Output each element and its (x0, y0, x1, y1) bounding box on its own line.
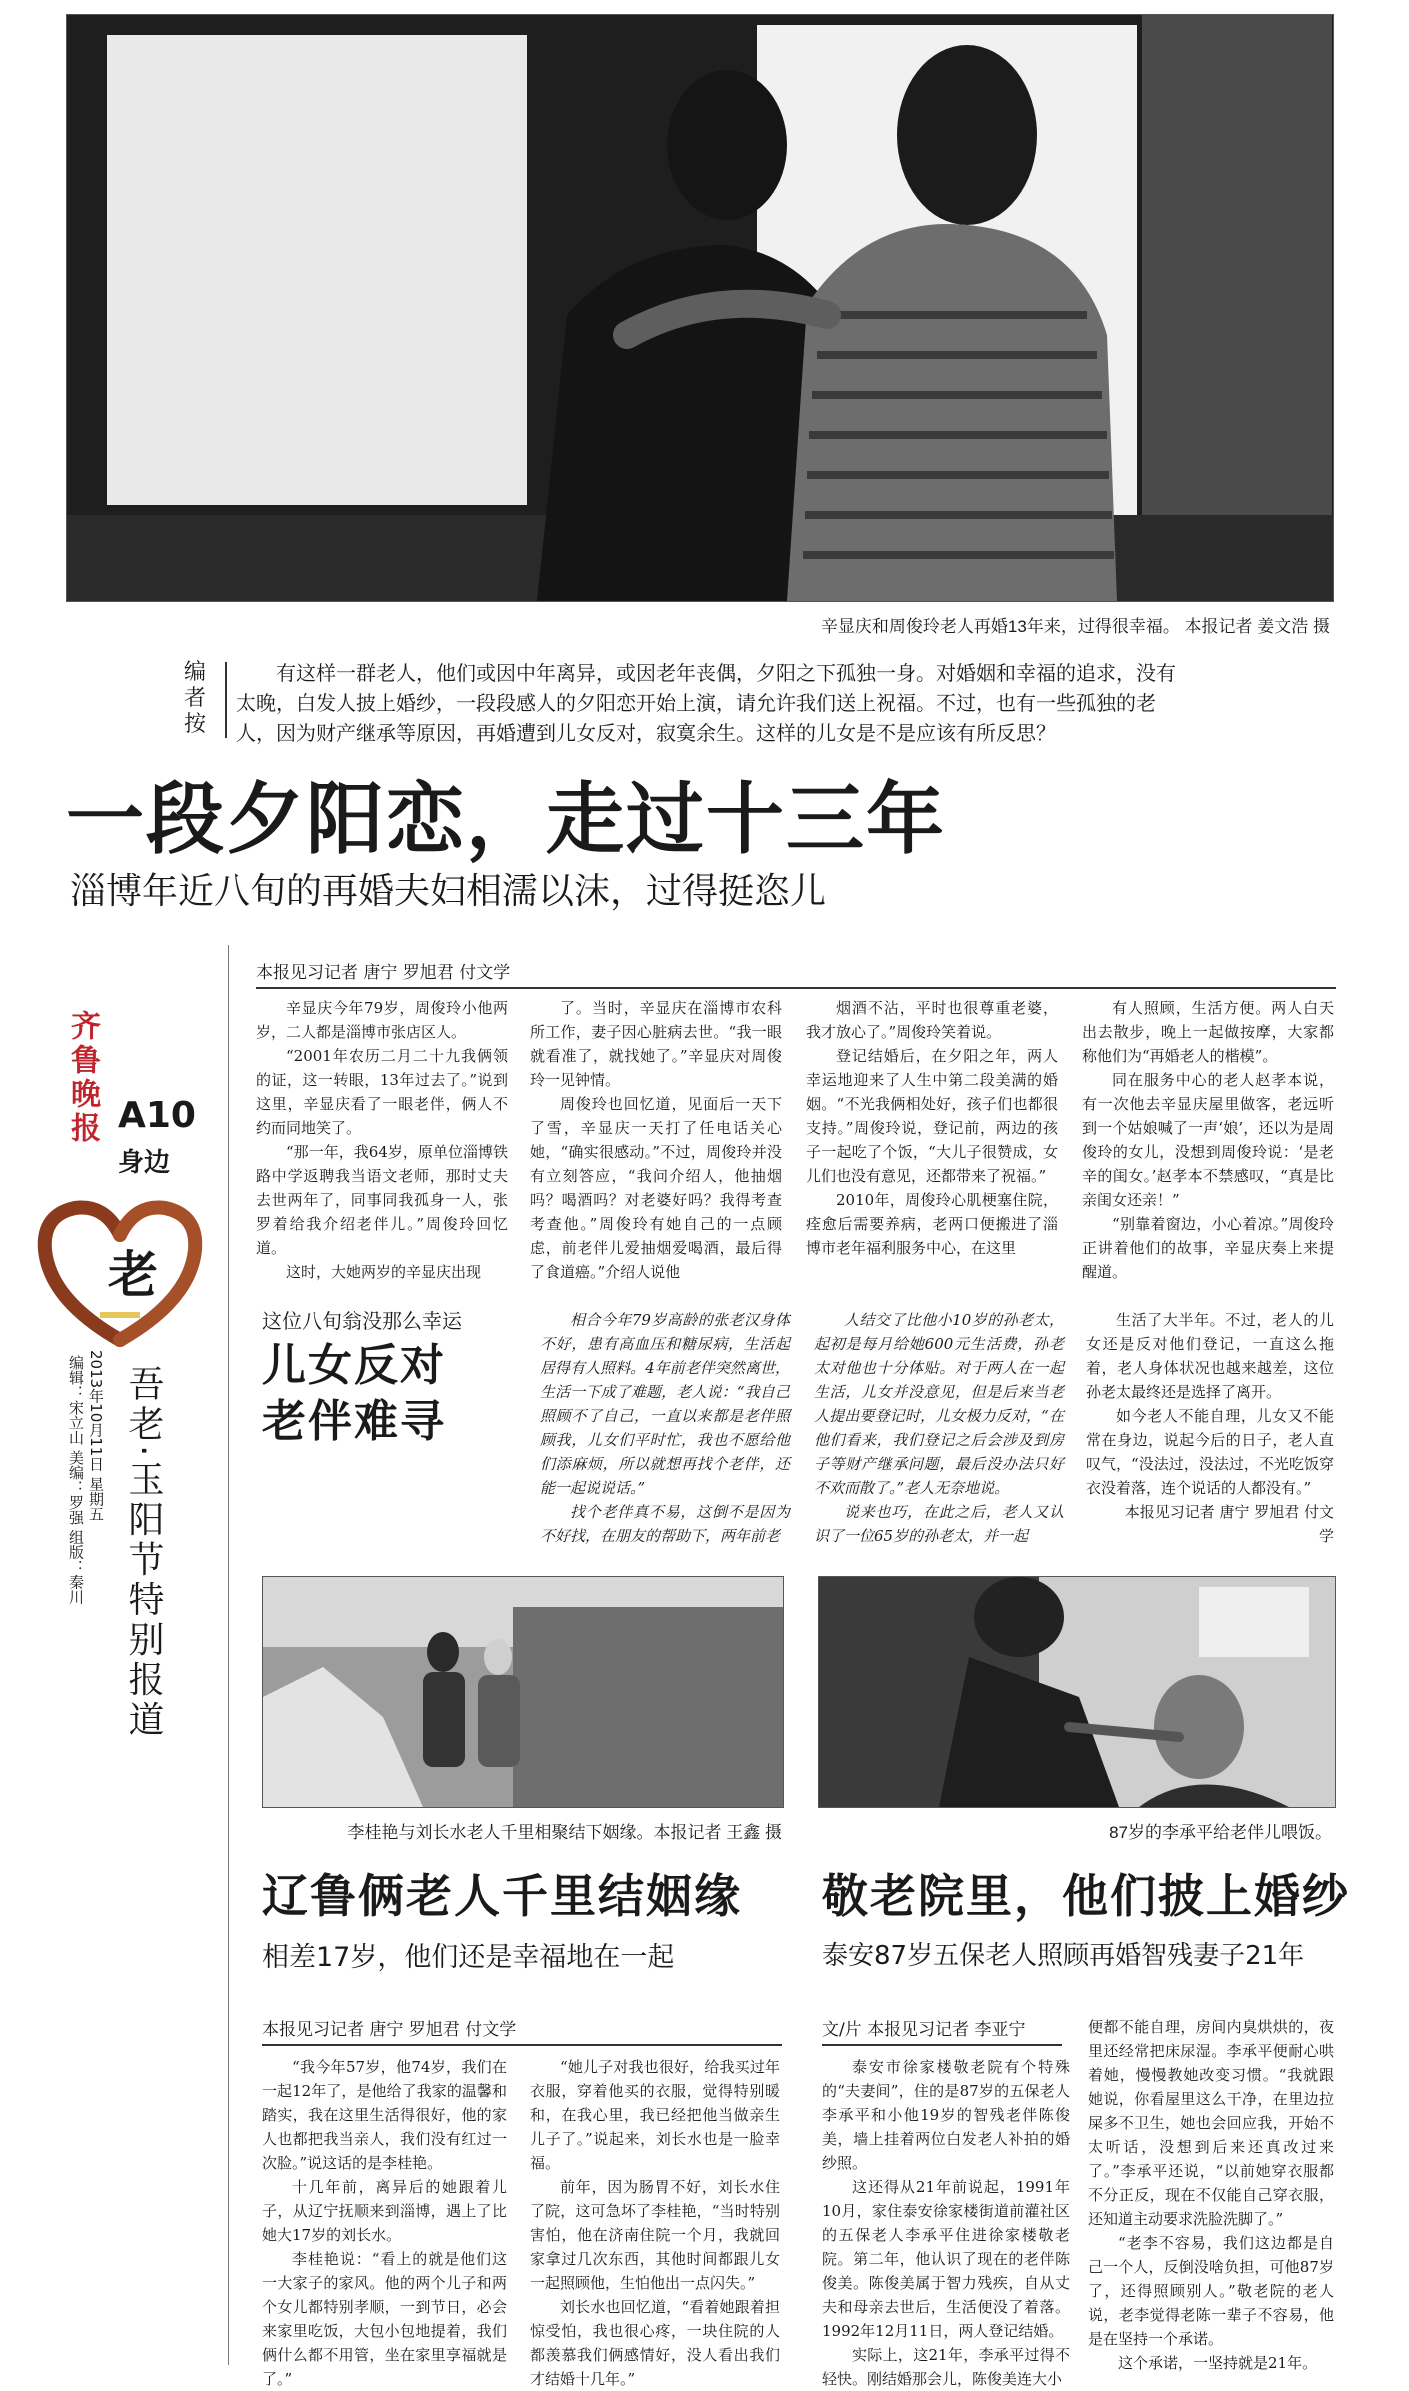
paragraph: 泰安市徐家楼敬老院有个特殊的“夫妻间”，住的是87岁的五保老人李承平和小他19岁的智残老伴陈俊美，墙上挂着两位白发老人补拍的婚纱照。 (822, 2058, 1070, 2172)
paragraph: 找个老伴真不易，这倒不是因为不好找，在朋友的帮助下，两年前老 (540, 1503, 790, 1545)
paragraph: 便都不能自理，房间内臭烘烘的，夜里还经常把床尿湿。李承平便耐心哄着她，慢慢教她改变习惯。“我就跟她说，你看屋里这么干净，在里边拉屎多不卫生，她也会回应我，开始不太听话，没想到后来还真改过来了。”李承平还说，“以前她穿衣服都不分正反，现在不仅能自己穿衣服，还知道主动要求洗脸洗脚了。” (1088, 2018, 1334, 2228)
paragraph: 前年，因为肠胃不好，刘长水住了院，这可急坏了李桂艳，“当时特别害怕，他在济南住院一个月，我就回家拿过几次东西，其他时间都跟儿女一起照顾他，生怕他出一点闪失。” (530, 2178, 780, 2292)
paragraph: “别靠着窗边，小心着凉。”周俊玲正讲着他们的故事，辛显庆奏上来提醒道。 (1082, 1215, 1334, 1281)
left-photo-caption: 李桂艳与刘长水老人千里相聚结下姻缘。本报记者 王鑫 摄 (347, 1823, 782, 1842)
paragraph: 人结交了比他小10岁的孙老太，起初是每月给她600元生活费，孙老太对他也十分体贴。对于两人在一起生活，儿女并没意见，但是后来当老人提出要登记时，儿女极力反对，“在他们看来，我们登记之后会涉及到房子等财产继承问题，最后没办法只好不欢而散了。”老人无奈地说。 (814, 1311, 1064, 1497)
page-number: A10 (118, 1095, 196, 1136)
paragraph: 说来也巧，在此之后，老人又认识了一位65岁的孙老太，并一起 (814, 1503, 1064, 1545)
fourth-column-1 (822, 2055, 1070, 2388)
second-column-1 (540, 1308, 790, 1550)
third-subheadline: 相差17岁，他们还是幸福地在一起 (262, 1942, 675, 1973)
main-subheadline: 淄博年近八旬的再婚夫妇相濡以沫，过得挺恣儿 (70, 871, 827, 912)
editor-note-divider (225, 662, 227, 738)
second-headline-line-1: 儿女反对 (262, 1340, 446, 1391)
heart-character: 老 (108, 1246, 158, 1304)
second-column-3 (1086, 1308, 1334, 1550)
fourth-headline: 敬老院里，他们披上婚纱 (822, 1869, 1350, 1923)
paragraph: 相合今年79岁高龄的张老汉身体不好，患有高血压和糖尿病，生活起居得有人照料。4年前老伴突然离世，生活一下成了难题，老人说：“我自己照顾不了自己，一直以来都是老伴照顾我，儿女们平时忙，我也不愿给他们添麻烦，所以就想再找个老伴，还能一起说说话。” (540, 1311, 790, 1497)
paragraph: 周俊玲也回忆道，见面后一天下了雪，辛显庆一天打了任电话关心她，“确实很感动。”不过，周俊玲并没有立刻答应，“我问介绍人，他抽烟吗？喝酒吗？对老婆好吗？我得考查考查他。”周俊玲有她自己的一点顾虑，前老伴儿爱抽烟爱喝酒，最后得了食道癌。”介绍人说他 (530, 1095, 782, 1281)
section-name: 身边 (118, 1148, 171, 1178)
paragraph: “我今年57岁，他74岁，我们在一起12年了，是他给了我家的温馨和踏实，我在这里生活得很好，他的家人也都把我当亲人，我们没有红过一次脸。”说这话的是李桂艳。 (262, 2058, 507, 2172)
elderly-couple-window-photo (67, 15, 1333, 601)
paragraph: 这还得从21年前说起，1991年10月，家住泰安徐家楼街道前灌社区的五保老人李承平住进徐家楼敬老院。第二年，他认识了现在的老伴陈俊美。陈俊美属于智力残疾，自从丈夫和母亲去世后，生活便没了着落。1992年12月11日，两人登记结婚。 (822, 2178, 1070, 2340)
third-column-2 (530, 2055, 780, 2388)
third-headline: 辽鲁俩老人千里结姻缘 (262, 1869, 742, 1923)
paragraph: “老李不容易，我们这边都是自己一个人，反倒没啥负担，可他87岁了，还得照顾别人。”敬老院的老人说，老李觉得老陈一辈子不容易，他是在坚持一个承诺。 (1088, 2234, 1334, 2348)
side-divider (228, 945, 229, 2365)
paragraph: 登记结婚后，在夕阳之年，两人幸运地迎来了人生中第二段美满的婚姻。“不光我俩相处好，孩子们也都很支持。”周俊玲说，登记前，两边的孩子一起吃了个饭，“大儿子很赞成，女儿们也没有意见，还都带来了祝福。” (806, 1047, 1058, 1185)
top-photo-caption: 辛显庆和周俊玲老人再婚13年来，过得很幸福。 本报记者 姜文浩 摄 (820, 617, 1330, 636)
series-title: 吾老·玉阳节特别报道 (123, 1365, 164, 1741)
paragraph: 有人照顾，生活方便。两人白天出去散步，晚上一起做按摩，大家都称他们为“再婚老人的楷模”。 (1082, 999, 1334, 1065)
couple-walking-photo (263, 1577, 783, 1807)
paragraph: 这时，大她两岁的辛显庆出现 (286, 1263, 482, 1281)
feeding-photo (819, 1577, 1335, 1807)
main-column-2 (530, 996, 782, 1286)
right-photo (818, 1576, 1336, 1808)
paragraph: 2010年，周俊玲心肌梗塞住院，痊愈后需要养病，老两口便搬进了淄博市老年福利服务中心，在这里 (806, 1191, 1058, 1257)
third-column-1 (262, 2055, 507, 2388)
paragraph: 刘长水也回忆道，“看着她跟着担惊受怕，我也很心疼，一块住院的人都羡慕我们俩感情好，没人看出我们才结婚十几年。” (530, 2298, 780, 2388)
date-line: 2013年10月11日 星期五 (87, 1350, 105, 1522)
paragraph: 如今老人不能自理，儿女又不能常在身边，说起今后的日子，老人直叹气，“没法过，没法过，不光吃饭穿衣没着落，连个说话的人都没有。” (1086, 1407, 1334, 1497)
main-byline: 本报见习记者 唐宁 罗旭君 付文学 (256, 958, 1336, 989)
paragraph: “那一年，我64岁，原单位淄博铁路中学返聘我当语文老师，那时丈夫去世两年了，同事同我孤身一人，张罗着给我介绍老伴儿。”周俊玲回忆道。 (256, 1143, 508, 1257)
second-headline-line-2: 老伴难寻 (262, 1396, 446, 1447)
main-headline: 一段夕阳恋，走过十三年 (66, 775, 947, 865)
paragraph: 生活了大半年。不过，老人的儿女还是反对他们登记，一直这么拖着，老人身体状况也越来越差，这位孙老太最终还是选择了离开。 (1086, 1311, 1334, 1401)
paragraph: 辛显庆今年79岁，周俊玲小他两岁，二人都是淄博市张店区人。 (256, 999, 508, 1041)
fourth-column-2 (1088, 2015, 1334, 2375)
main-column-1 (256, 996, 508, 1286)
third-byline: 本报见习记者 唐宁 罗旭君 付文学 (262, 2015, 782, 2046)
left-photo (262, 1576, 784, 1808)
editors-line: 编辑：宋立山 美编：罗强 组版：秦川 (67, 1355, 85, 1605)
paragraph: 同在服务中心的老人赵孝本说，有一次他去辛显庆屋里做客，老远听到一个姑娘喊了一声‘娘’，还以为是周俊玲的女儿，没想到周俊玲说：‘是老辛的闺女。’赵孝本不禁感叹，“真是比亲闺女还亲！” (1082, 1071, 1334, 1209)
paragraph: 烟酒不沾，平时也很尊重老婆，我才放心了。”周俊玲笑着说。 (806, 999, 1058, 1041)
paragraph: “她儿子对我也很好，给我买过年衣服，穿着他买的衣服，觉得特别暖和，在我心里，我已经把他当做亲生儿子了。”说起来，刘长水也是一脸幸福。 (530, 2058, 780, 2172)
top-photo (66, 14, 1334, 602)
second-kicker: 这位八旬翁没那么幸运 (262, 1309, 462, 1333)
paragraph: “2001年农历二月二十九我俩领的证，这一转眼，13年过去了。”说到这里，辛显庆看了一眼老伴，俩人不约而同地笑了。 (256, 1047, 508, 1137)
paper-name: 齐鲁晚报 (65, 1010, 100, 1146)
second-column-2 (814, 1308, 1064, 1550)
paragraph: 实际上，这21年，李承平过得不轻快。刚结婚那会儿，陈俊美连大小 (822, 2346, 1070, 2388)
editor-note-text: 有这样一群老人，他们或因中年离异，或因老年丧偶，夕阳之下孤独一身。对婚姻和幸福的追求，没有太晚，白发人披上婚纱，一段段感人的夕阳恋开始上演，请允许我们送上祝福。不过，也有一些孤独的老人，因为财产继承等原因，再婚遭到儿女反对，寂寞余生。这样的儿女是不是应该有所反思？ (236, 661, 1176, 745)
fourth-byline: 文/片 本报见习记者 李亚宁 (822, 2015, 1062, 2046)
right-photo-caption: 87岁的李承平给老伴儿喂饭。 (1109, 1823, 1332, 1842)
paragraph: 本报见习记者 唐宁 罗旭君 付文学 (1124, 1503, 1334, 1545)
main-column-4 (1082, 996, 1334, 1286)
paragraph: 这个承诺，一坚持就是21年。 (1118, 2354, 1318, 2372)
paragraph: 十几年前，离异后的她跟着儿子，从辽宁抚顺来到淄博，遇上了比她大17岁的刘长水。 (262, 2178, 507, 2244)
paragraph: 李桂艳说：“看上的就是他们这一大家子的家风。他的两个儿子和两个女儿都特别孝顺，一到节日，必会来家里吃饭，大包小包地提着，我们俩什么都不用管，坐在家里享福就是了。” (262, 2250, 507, 2388)
paragraph: 了。当时，辛显庆在淄博市农科所工作，妻子因心脏病去世。“我一眼就看准了，就找她了。”辛显庆对周俊玲一见钟情。 (530, 999, 782, 1089)
main-column-3 (806, 996, 1058, 1286)
editor-note-label: 编者按 (184, 660, 207, 737)
fourth-subheadline: 泰安87岁五保老人照顾再婚智残妻子21年 (822, 1941, 1305, 1971)
